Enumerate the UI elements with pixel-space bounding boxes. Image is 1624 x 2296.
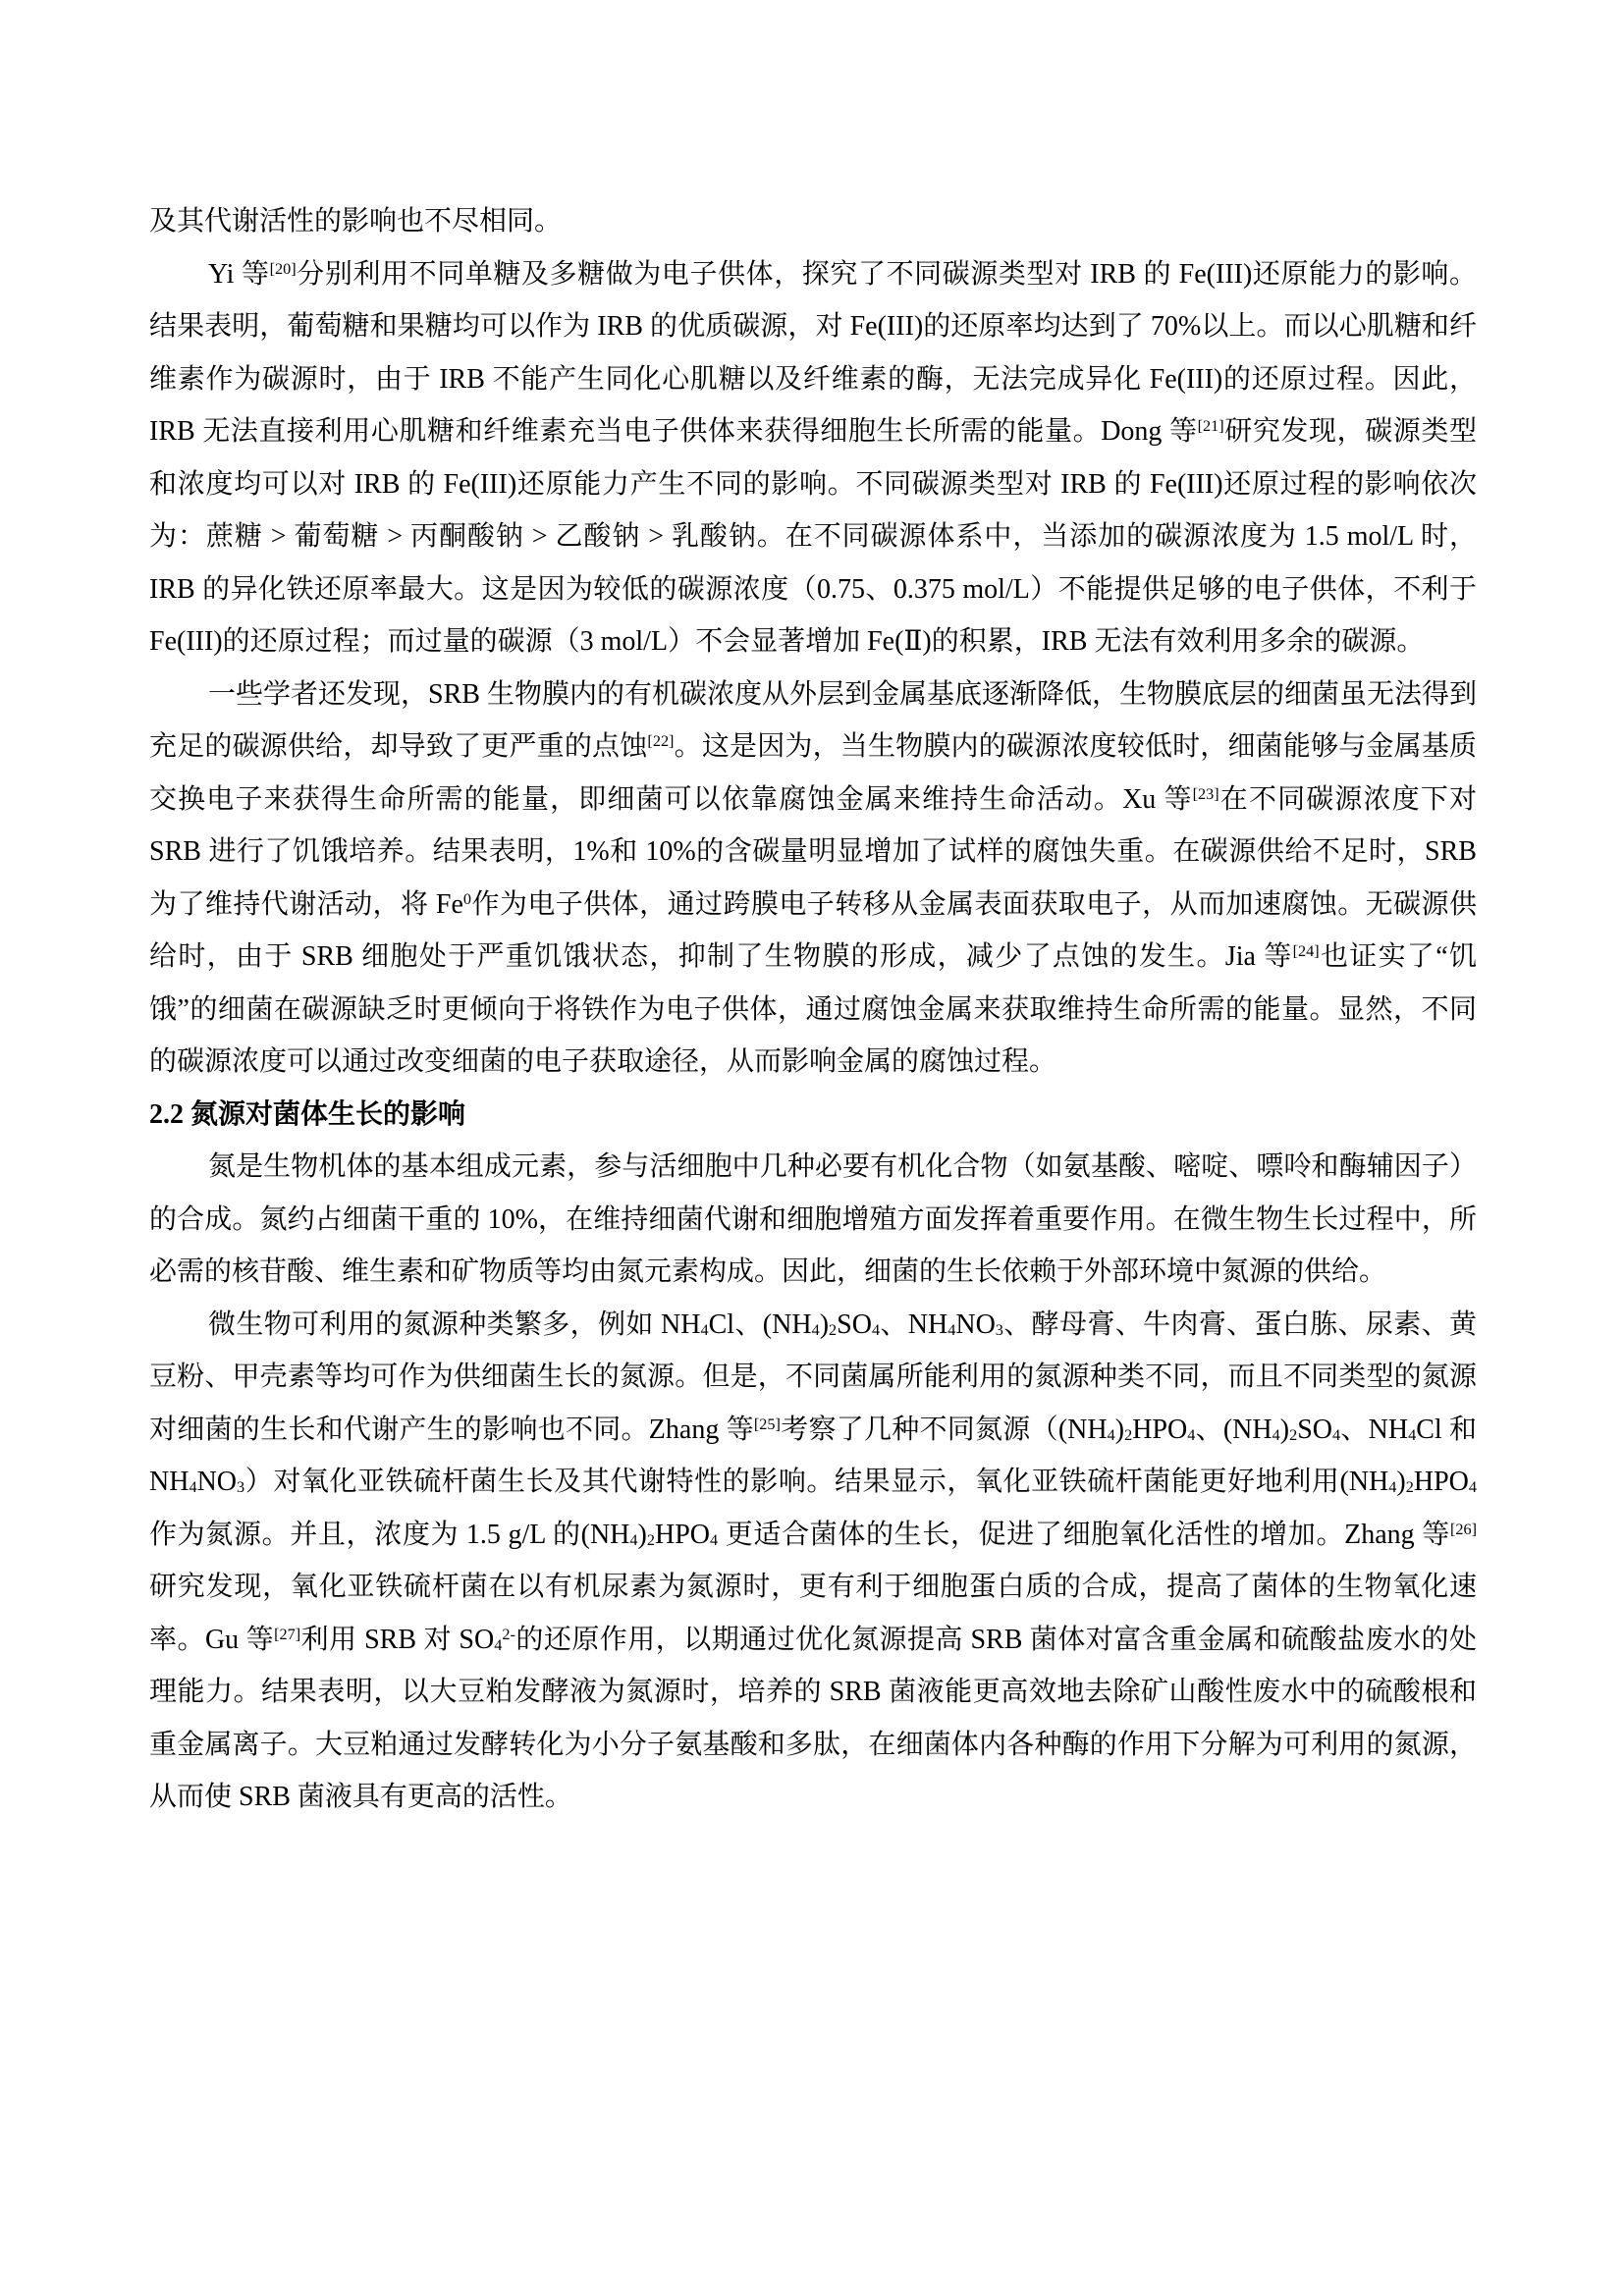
paragraph: Yi 等[20]分别利用不同单糖及多糖做为电子供体，探究了不同碳源类型对 IRB 的 Fe(III)还原能力的影响。结果表明，葡萄糖和果糖均可以作为 IRB 的优质碳源，对 Fe(III)的还原率均达到了 70%以上。而以心肌糖和纤维素作为碳源时，由于 IRB 不能产生同化心肌糖以及纤维素的酶，无法完成异化 Fe(III)的还原过程。因此，IRB 无法直接利用心肌糖和纤维素充当电子供体来获得细胞生长所需的能量。Dong 等[21]研究发现，碳源类型和浓度均可以对 IRB 的 Fe(III)还原能力产生不同的影响。不同碳源类型对 IRB 的 Fe(III)还原过程的影响依次为：蔗糖 > 葡萄糖 > 丙酮酸钠 > 乙酸钠 > 乳酸钠。在不同碳源体系中，当添加的碳源浓度为 1.5 mol/L 时，IRB 的异化铁还原率最大。这是因为较低的碳源浓度（0.75、0.375 mol/L）不能提供足够的电子供体，不利于 Fe(III)的还原过程；而过量的碳源（3 mol/L）不会显著增加 Fe(Ⅱ)的积累，IRB 无法有效利用多余的碳源。: [149, 258, 1477, 657]
paragraph: 微生物可利用的氮源种类繁多，例如 $NH_4Cl$、$(NH_4)_2SO_4$、$NH_4NO_3$、酵母膏、牛肉膏、蛋白胨、尿素、黄豆粉、甲壳素等均可作为供细菌生长的氮源。但是，不同菌属所能利用的氮源种类不同，而且不同类型的氮源对细菌的生长和代谢产生的影响也不同。Zhang 等[25]考察了几种不同氮源（$(NH_4)_2HPO_4$、$(NH_4)_2SO_4$、$NH_4Cl$ 和 $NH_4NO_3$）对氧化亚铁硫杆菌生长及其代谢特性的影响。结果显示，氧化亚铁硫杆菌能更好地利用$(NH_4)_2HPO_4$ 作为氮源。并且，浓度为 1.5 g/L 的$(NH_4)_2HPO_4$ 更适合菌体的生长，促进了细胞氧化活性的增加。Zhang 等[26]研究发现，氧化亚铁硫杆菌在以有机尿素为氮源时，更有利于细胞蛋白质的合成，提高了菌体的生物氧化速率。Gu 等[27]利用 SRB 对 $SO_4^{2-}$的还原作用，以期通过优化氮源提高 SRB 菌体对富含重金属和硫酸盐废水的处理能力。结果表明，以大豆粕发酵液为氮源时，培养的 SRB 菌液能更高效地去除矿山酸性废水中的硫酸根和重金属离子。大豆粕通过发酵转化为小分子氨基酸和多肽，在细菌体内各种酶的作用下分解为可利用的氮源，从而使 SRB 菌液具有更高的活性。: [149, 1308, 1477, 1812]
paragraph: 及其代谢活性的影响也不尽相同。: [149, 206, 563, 237]
document-body: [149, 195, 1477, 1824]
section-heading: 2.2 氮源对菌体生长的影响: [149, 1098, 466, 1130]
paragraph: 氮是生物机体的基本组成元素，参与活细胞中几种必要有机化合物（如氨基酸、嘧啶、嘌呤和酶辅因子）的合成。氮约占细菌干重的 10%，在维持细菌代谢和细胞增殖方面发挥着重要作用。在微生物生长过程中，所必需的核苷酸、维生素和矿物质等均由氮元素构成。因此，细菌的生长依赖于外部环境中氮源的供给。: [149, 1151, 1477, 1287]
paragraph: 一些学者还发现，SRB 生物膜内的有机碳浓度从外层到金属基底逐渐降低，生物膜底层的细菌虽无法得到充足的碳源供给，却导致了更严重的点蚀[22]。这是因为，当生物膜内的碳源浓度较低时，细菌能够与金属基质交换电子来获得生命所需的能量，即细菌可以依靠腐蚀金属来维持生命活动。Xu 等[23]在不同碳源浓度下对 SRB 进行了饥饿培养。结果表明，1%和 10%的含碳量明显增加了试样的腐蚀失重。在碳源供给不足时，SRB 为了维持代谢活动，将 Fe$^0$作为电子供体，通过跨膜电子转移从金属表面获取电子，从而加速腐蚀。无碳源供给时，由于 SRB 细胞处于严重饥饿状态，抑制了生物膜的形成，减少了点蚀的发生。Jia 等[24]也证实了“饥饿”的细菌在碳源缺乏时更倾向于将铁作为电子供体，通过腐蚀金属来获取维持生命所需的能量。显然，不同的碳源浓度可以通过改变细菌的电子获取途径，从而影响金属的腐蚀过程。: [149, 678, 1477, 1077]
